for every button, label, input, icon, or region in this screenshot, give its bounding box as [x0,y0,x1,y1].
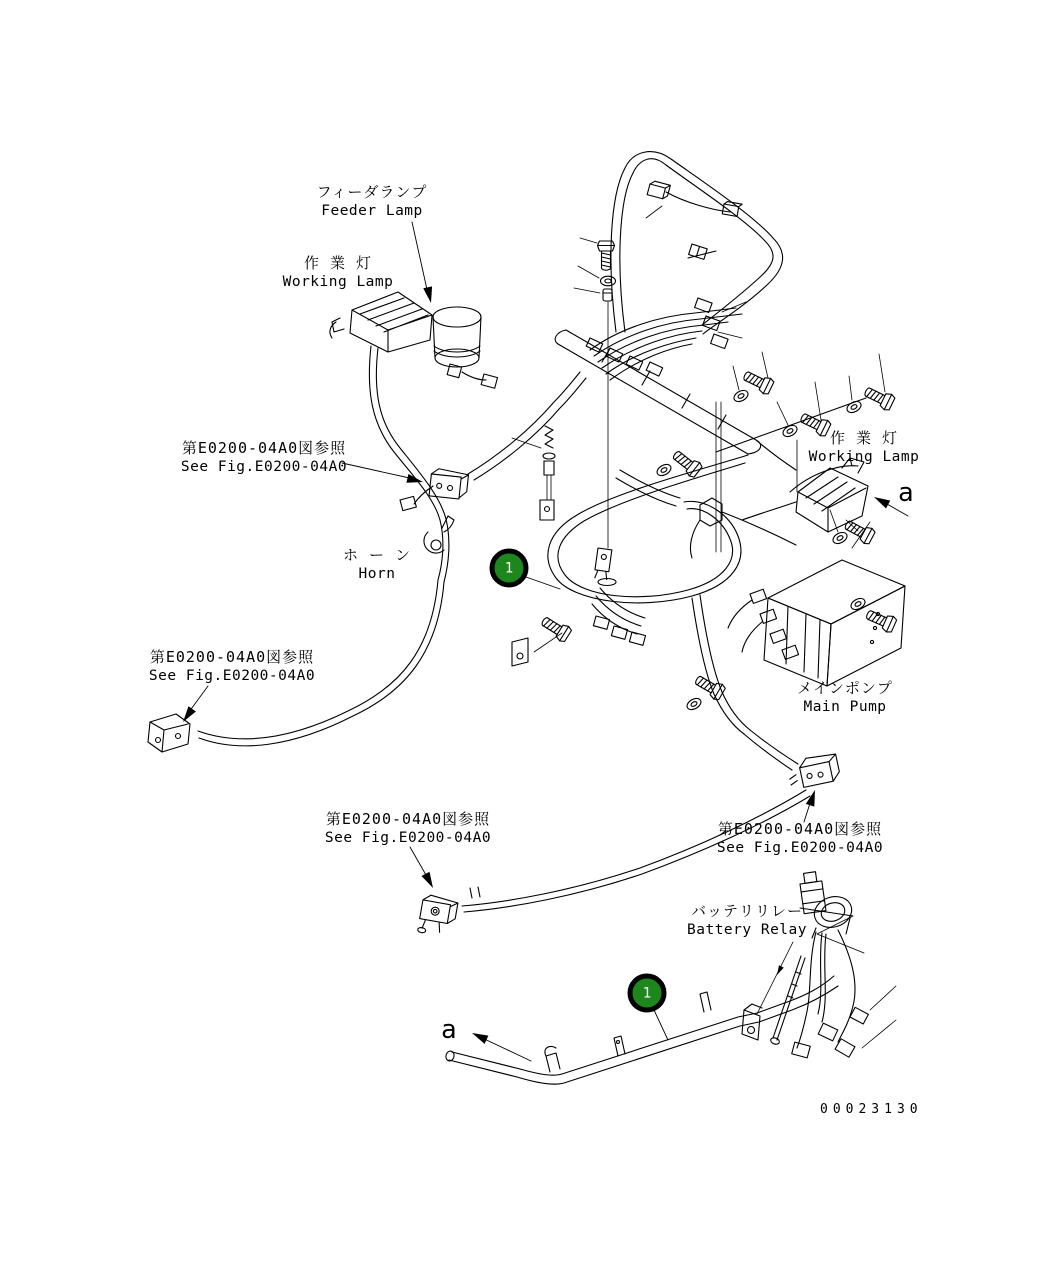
label-feeder-lamp-en: Feeder Lamp [321,203,423,219]
label-see-fig-left-en: See Fig.E0200-04A0 [148,668,316,684]
label-battery-relay-en: Battery Relay [687,922,807,938]
label-horn-jp: ホ ー ン [342,546,412,564]
label-feeder-lamp-jp: フィーダランプ [316,183,428,201]
callout-1[interactable] [490,549,529,588]
label-working-lamp-left-en: Working Lamp [282,274,394,290]
label-working-lamp-left [283,254,394,292]
label-see-fig-right [717,820,883,858]
label-see-fig-upper-left [181,439,347,477]
label-see-fig-middle-en: See Fig.E0200-04A0 [324,830,492,846]
label-see-fig-upper-left-jp: 第E0200-04A0図参照 [181,439,347,457]
label-see-fig-right-en: See Fig.E0200-04A0 [716,840,884,856]
label-working-lamp-right-en: Working Lamp [808,449,920,465]
label-see-fig-middle [325,810,491,848]
label-horn-en: Horn [358,566,396,582]
label-see-fig-left [149,648,315,686]
drawing-number: 00023130 [820,1102,923,1117]
callout-1-number: 1 [504,560,514,576]
label-working-lamp-right [809,429,920,467]
label-working-lamp-left-jp: 作 業 灯 [303,254,373,272]
label-battery-relay-jp: バッテリリレー [690,902,803,920]
label-feeder-lamp [317,183,428,221]
label-main-pump [797,679,893,717]
label-main-pump-jp: メインポンプ [797,679,893,697]
section-marker-a-right: a [898,478,914,508]
label-see-fig-upper-left-en: See Fig.E0200-04A0 [180,459,348,475]
label-see-fig-left-jp: 第E0200-04A0図参照 [149,648,315,666]
label-see-fig-right-jp: 第E0200-04A0図参照 [717,820,883,838]
callout-2[interactable] [628,974,667,1013]
section-marker-a-bottom: a [441,1015,457,1045]
label-battery-relay [687,902,807,940]
label-working-lamp-right-jp: 作 業 灯 [829,429,899,447]
callout-2-number: 1 [642,985,652,1001]
label-horn [343,546,411,584]
label-see-fig-middle-jp: 第E0200-04A0図参照 [325,810,491,828]
label-main-pump-en: Main Pump [803,699,887,715]
